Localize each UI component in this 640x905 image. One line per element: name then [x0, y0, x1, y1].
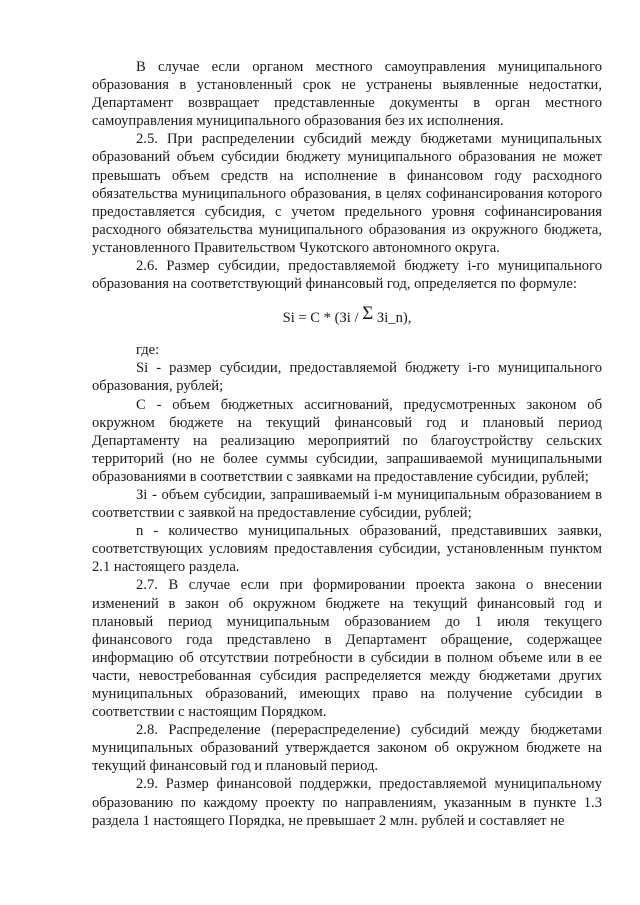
definition-si: Si - размер субсидии, предоставляемой бюджету i-го муниципального образования, рублей; [92, 360, 602, 395]
definition-n: n - количество муниципальных образований, представивших заявки, соответствующих условиям предоставления субсидии, установленным пунктом 2.1 настоящего раздела. [92, 523, 602, 576]
paragraph-2-7: 2.7. В случае если при формировании проекта закона о внесении изменений в закон об окружном бюджете на текущий финансовый год и плановый период муниципальным образованием до 1 июля текущего финансового года представлено в Департамент обращение, содержащее информацию об отсутствии потребности в субсидии в полном объеме или в ее части, невостребованная субсидия распределяется между бюджетами других муниципальных образований, имеющих право на получение субсидии в соответствии с настоящим Порядком. [92, 577, 602, 721]
paragraph-2-5: 2.5. При распределении субсидий между бюджетами муниципальных образований объем субсидии бюджету муниципального образования не может превышать объем средств на исполнение в финансовом году расходного обязательства муниципального образования, в целях софинансирования которого предоставляется субсидия, с учетом предельного уровня софинансирования расходного обязательства муниципального образования из окружного бюджета, установленного Правительством Чукотского автономного округа. [92, 131, 602, 256]
paragraph-2-6: 2.6. Размер субсидии, предоставляемой бюджету i-го муниципального образования на соответствующий финансовый год, определяется по формуле: [92, 258, 602, 293]
sigma-symbol: Σ [362, 303, 374, 325]
formula-right: Зi_n), [373, 310, 412, 327]
paragraph-2-8: 2.8. Распределение (перераспределение) субсидий между бюджетами муниципальных образований утверждается законом об окружном бюджете на текущий финансовый год и плановый период. [92, 722, 602, 775]
where-label: где: [136, 342, 160, 359]
definition-c: C - объем бюджетных ассигнований, предусмотренных законом об окружном бюджете на текущий финансовый год и плановый период Департаменту на реализацию мероприятий по благоустройству сельских территорий (но не более суммы субсидии, запрашиваемой муниципальными образованиями в соответствии с заявками на предоставление субсидии, рублей; [92, 396, 602, 485]
subsidy-formula [92, 303, 602, 327]
paragraph-return-documents: В случае если органом местного самоуправления муниципального образования в установленный срок не устранены выявленные недостатки, Департамент возвращает представленные документы в орган местного самоуправления муниципального образования без их исполнения. [92, 59, 602, 130]
document-body [92, 58, 602, 830]
formula-left: Si = C * (Зi / [282, 310, 363, 327]
definition-zi: Зi - объем субсидии, запрашиваемый i-м муниципальным образованием в соответствии с заявкой на предоставление субсидии, рублей; [92, 486, 602, 522]
paragraph-2-9: 2.9. Размер финансовой поддержки, предоставляемой муниципальному образованию по каждому проекту по направлениям, указанным в пункте 1.3 раздела 1 настоящего Порядка, не превышает 2 млн. рублей и составляет не [92, 776, 602, 829]
